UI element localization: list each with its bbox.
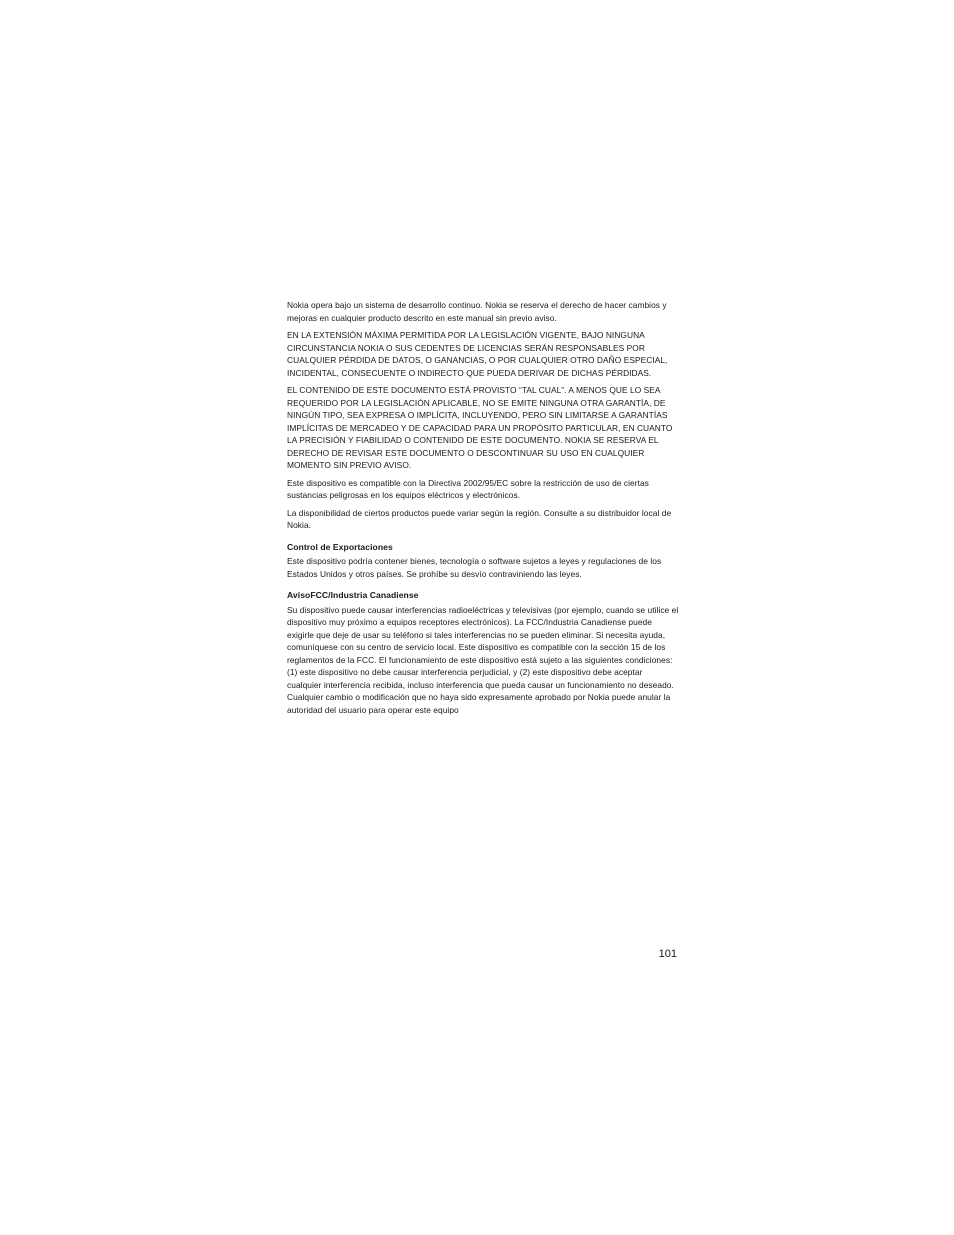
fcc-notice-heading: AvisoFCC/Industria Canadiense [287, 590, 419, 600]
liability-paragraph: EN LA EXTENSIÓN MÁXIMA PERMITIDA POR LA LEGISLACIÓN VIGENTE, BAJO NINGUNA CIRCUNSTANCIA NOKIA O SUS CEDENTES DE LICENCIAS SERÁN RESPONSABLES POR CUALQUIER PÉRDIDA DE DATOS, O GANANCIAS, O POR CUALQUIER OTRO DAÑO ESPECIAL, INCIDENTAL, CONSECUENTE O INDIRECTO QUE PUEDA DERIVAR DE DICHAS PÉRDIDAS. [287, 330, 668, 378]
legal-notice-text [287, 299, 679, 721]
directive-paragraph: Este dispositivo es compatible con la Directiva 2002/95/EC sobre la restricción de uso de ciertas sustancias peligrosas en los equipos eléctricos y electrónicos. [287, 477, 649, 500]
export-control-paragraph: Este dispositivo podría contener bienes, tecnología o software sujetos a leyes y regulaciones de los Estados Unidos y otros países. Se prohíbe su desvío contraviniendo las leyes. [287, 556, 662, 579]
page-number: 101 [658, 948, 677, 960]
as-is-paragraph: EL CONTENIDO DE ESTE DOCUMENTO ESTÁ PROVISTO “TAL CUAL”. A MENOS QUE LO SEA REQUERIDO POR LA LEGISLACIÓN APLICABLE, NO SE EMITE NINGUNA OTRA GARANTÍA, DE NINGÚN TIPO, SEA EXPRESA O IMPLÍCITA, INCLUYENDO, PERO SIN LIMITARSE A GARANTÍAS IMPLÍCITAS DE MERCADEO Y DE CAPACIDAD PARA UN PROPÓSITO PARTICULAR, EN CUANTO LA PRECISIÓN Y FIABILIDAD O CONTENIDO DE ESTE DOCUMENTO. NOKIA SE RESERVA EL DERECHO DE REVISAR ESTE DOCUMENTO O DESCONTINUAR SU USO EN CUALQUIER MOMENTO SIN PREVIO AVISO. [287, 385, 673, 470]
intro-paragraph: Nokia opera bajo un sistema de desarrollo continuo. Nokia se reserva el derecho de hacer cambios y mejoras en cualquier producto descrito en este manual sin previo aviso. [287, 300, 667, 323]
fcc-notice-paragraph: Su dispositivo puede causar interferencias radioeléctricas y televisivas (por ejemplo, cuando se utilice el dispositivo muy próximo a equipos receptores electrónicos). La FCC/Industria Canadiense puede exigirle que deje de usar su teléfono si tales interferencias no se pueden eliminar. Si necesita ayuda, comuníquese con su centro de servicio local. Este dispositivo es compatible con la sección 15 de los reglamentos de la FCC. El funcionamiento de este dispositivo está sujeto a las siguientes condiciones: (1) este dispositivo no debe causar interferencia perjudicial, y (2) este dispositivo debe aceptar cualquier interferencia recibida, incluso interferencia que pueda causar un funcionamiento no deseado. Cualquier cambio o modificación que no haya sido expresamente aprobado por Nokia puede anular la autoridad del usuario para operar este equipo [287, 604, 679, 715]
availability-paragraph: La disponibilidad de ciertos productos puede variar según la región. Consulte a su distribuidor local de Nokia. [287, 507, 672, 530]
export-control-heading: Control de Exportaciones [287, 541, 393, 552]
